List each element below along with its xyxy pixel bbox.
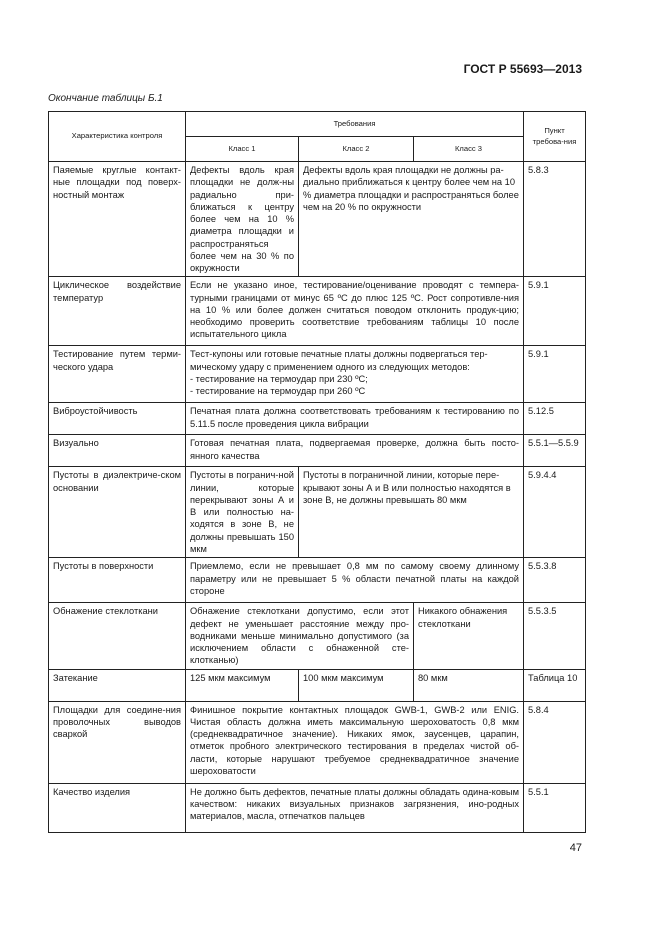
row-characteristic: Визуально	[49, 435, 186, 467]
page-number: 47	[569, 842, 582, 854]
row-class-3: Никакого обнажения стеклоткани	[414, 603, 524, 669]
table-row	[49, 558, 586, 603]
row-characteristic: Виброустойчивость	[49, 403, 186, 435]
row-requirement: Не должно быть дефектов, печатные платы должны обладать одина-ковым качеством: никаких визуальных признаков загрязнения, ино-родных материалов, масла, отпечатков пальцев	[186, 783, 524, 832]
row-clause: 5.9.4.4	[524, 467, 586, 558]
row-clause: 5.5.1	[524, 783, 586, 832]
header-requirements: Требования	[186, 112, 524, 137]
row-characteristic: Пустоты в диэлектриче-ском основании	[49, 467, 186, 558]
header-characteristic: Характеристика контроля	[49, 112, 186, 162]
table-row	[49, 403, 586, 435]
row-characteristic: Паяемые круглые контакт-ные площадки под поверх-ностный монтаж	[49, 162, 186, 277]
row-clause: Таблица 10	[524, 669, 586, 701]
table-row	[49, 669, 586, 701]
table-row	[49, 346, 586, 403]
row-requirement: Готовая печатная плата, подвергаемая проверке, должна быть посто-янного качества	[186, 435, 524, 467]
row-class-3: 80 мкм	[414, 669, 524, 701]
row-class-1-2: Обнажение стеклоткани допустимо, если этот дефект не уменьшает расстояние между про-водниками меньше минимально допустимого (за исключением области с обнаженной сте-клотканью)	[186, 603, 414, 669]
table-row	[49, 701, 586, 783]
row-class-1: Пустоты в погранич-ной линии, которые перекрывают зоны А и В или полностью на-ходятся в зоне В, не должны превышать 150 мкм	[186, 467, 299, 558]
row-requirement: Печатная плата должна соответствовать требованиям к тестированию по 5.11.5 после проведения цикла вибрации	[186, 403, 524, 435]
header-class-2: Класс 2	[299, 137, 414, 162]
header-clause: Пункт требова-ния	[524, 112, 586, 162]
row-characteristic: Пустоты в поверхности	[49, 558, 186, 603]
header-class-1: Класс 1	[186, 137, 299, 162]
row-clause: 5.8.4	[524, 701, 586, 783]
row-class-2-3: Пустоты в пограничной линии, которые пере-крывают зоны А и В или полностью находятся в зоне В, не должны превышать 80 мкм	[299, 467, 524, 558]
row-clause: 5.12.5	[524, 403, 586, 435]
row-requirement: Приемлемо, если не превышает 0,8 мм по самому своему длинному параметру или не превышает 5 % области печатной платы на каждой стороне	[186, 558, 524, 603]
table-row	[49, 277, 586, 346]
row-requirement: Если не указано иное, тестирование/оценивание проводят с темпера-турными границами от минус 65 ºС до плюс 125 ºС. Рост сопротивле-ния на 10 % или более должен считаться поводом отклонить продук-цию; необходимо проверить соответствие требованиям таблицы 10 после испытательного цикла	[186, 277, 524, 346]
row-class-1: Дефекты вдоль края площадки не долж-ны радиально при-ближаться к центру более чем на 10 % диаметра площадки и распространяться более чем на 30 % по окружности	[186, 162, 299, 277]
row-characteristic: Тестирование путем терми-ческого удара	[49, 346, 186, 403]
table-row	[49, 162, 586, 277]
requirements-table	[48, 111, 586, 833]
document-code: ГОСТ Р 55693—2013	[463, 62, 582, 76]
row-clause: 5.9.1	[524, 346, 586, 403]
row-characteristic: Затекание	[49, 669, 186, 701]
row-characteristic: Качество изделия	[49, 783, 186, 832]
table-row	[49, 435, 586, 467]
table-row	[49, 783, 586, 832]
table-row	[49, 603, 586, 669]
row-clause: 5.5.3.8	[524, 558, 586, 603]
row-class-2-3: Дефекты вдоль края площадки не должны ра-диально приближаться к центру более чем на 10 % диаметра площадки и распространяться более чем на 20 % по окружности	[299, 162, 524, 277]
row-class-2: 100 мкм максимум	[299, 669, 414, 701]
row-requirement: Финишное покрытие контактных площадок GWB-1, GWB-2 или ENIG. Чистая область должна иметь максимальную шероховатость 0,8 мкм (среднеквадратичное значение). Никаких ямок, заусенцев, царапин, отметок пробного электрического тестирования в пределах чистой об-ласти, которые нарушают требуемое среднеквадратичное значение шероховатости	[186, 701, 524, 783]
row-class-1: 125 мкм максимум	[186, 669, 299, 701]
row-clause: 5.5.3.5	[524, 603, 586, 669]
header-class-3: Класс 3	[414, 137, 524, 162]
table-caption: Окончание таблицы Б.1	[48, 93, 163, 104]
table-row	[49, 467, 586, 558]
row-characteristic: Площадки для соедине-ния проволочных выводов сваркой	[49, 701, 186, 783]
row-clause: 5.9.1	[524, 277, 586, 346]
row-clause: 5.5.1—5.5.9	[524, 435, 586, 467]
row-requirement: Тест-купоны или готовые печатные платы должны подвергаться тер-мическому удару с применением одного из следующих методов: - тестирование на термоудар при 230 ºС; - тестирование на термоудар при 260 ºС	[186, 346, 524, 403]
row-characteristic: Циклическое воздействие температур	[49, 277, 186, 346]
row-clause: 5.8.3	[524, 162, 586, 277]
row-characteristic: Обнажение стеклоткани	[49, 603, 186, 669]
